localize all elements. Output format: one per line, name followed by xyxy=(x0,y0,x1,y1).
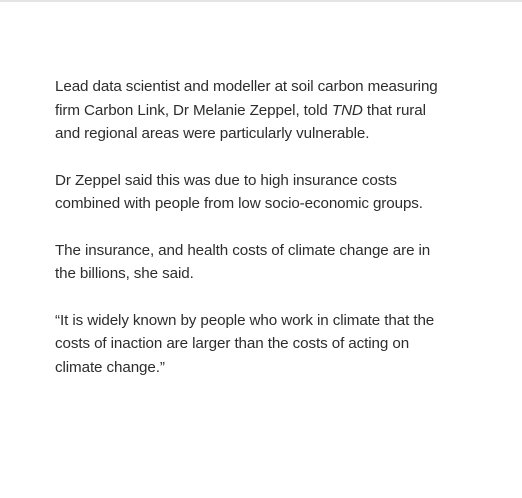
paragraph-1-text-end: that rural and regional areas were particularly vulnerable. xyxy=(55,101,426,142)
paragraph-2: Dr Zeppel said this was due to high insurance costs combined with people from low socio-economic groups. xyxy=(55,171,423,212)
top-divider xyxy=(0,0,522,2)
publication-abbreviation: TND xyxy=(331,101,363,119)
paragraph-1-text-start: Lead data scientist and modeller at soil carbon measuring firm Carbon Link, Dr Melanie Zeppel, told xyxy=(55,78,438,119)
article-body xyxy=(55,75,455,402)
paragraph-3: The insurance, and health costs of climate change are in the billions, she said. xyxy=(55,241,431,282)
quote-paragraph: “It is widely known by people who work in climate that the costs of inaction are larger than the costs of acting on climate change.” xyxy=(55,311,435,376)
paragraph-1 xyxy=(55,75,455,146)
